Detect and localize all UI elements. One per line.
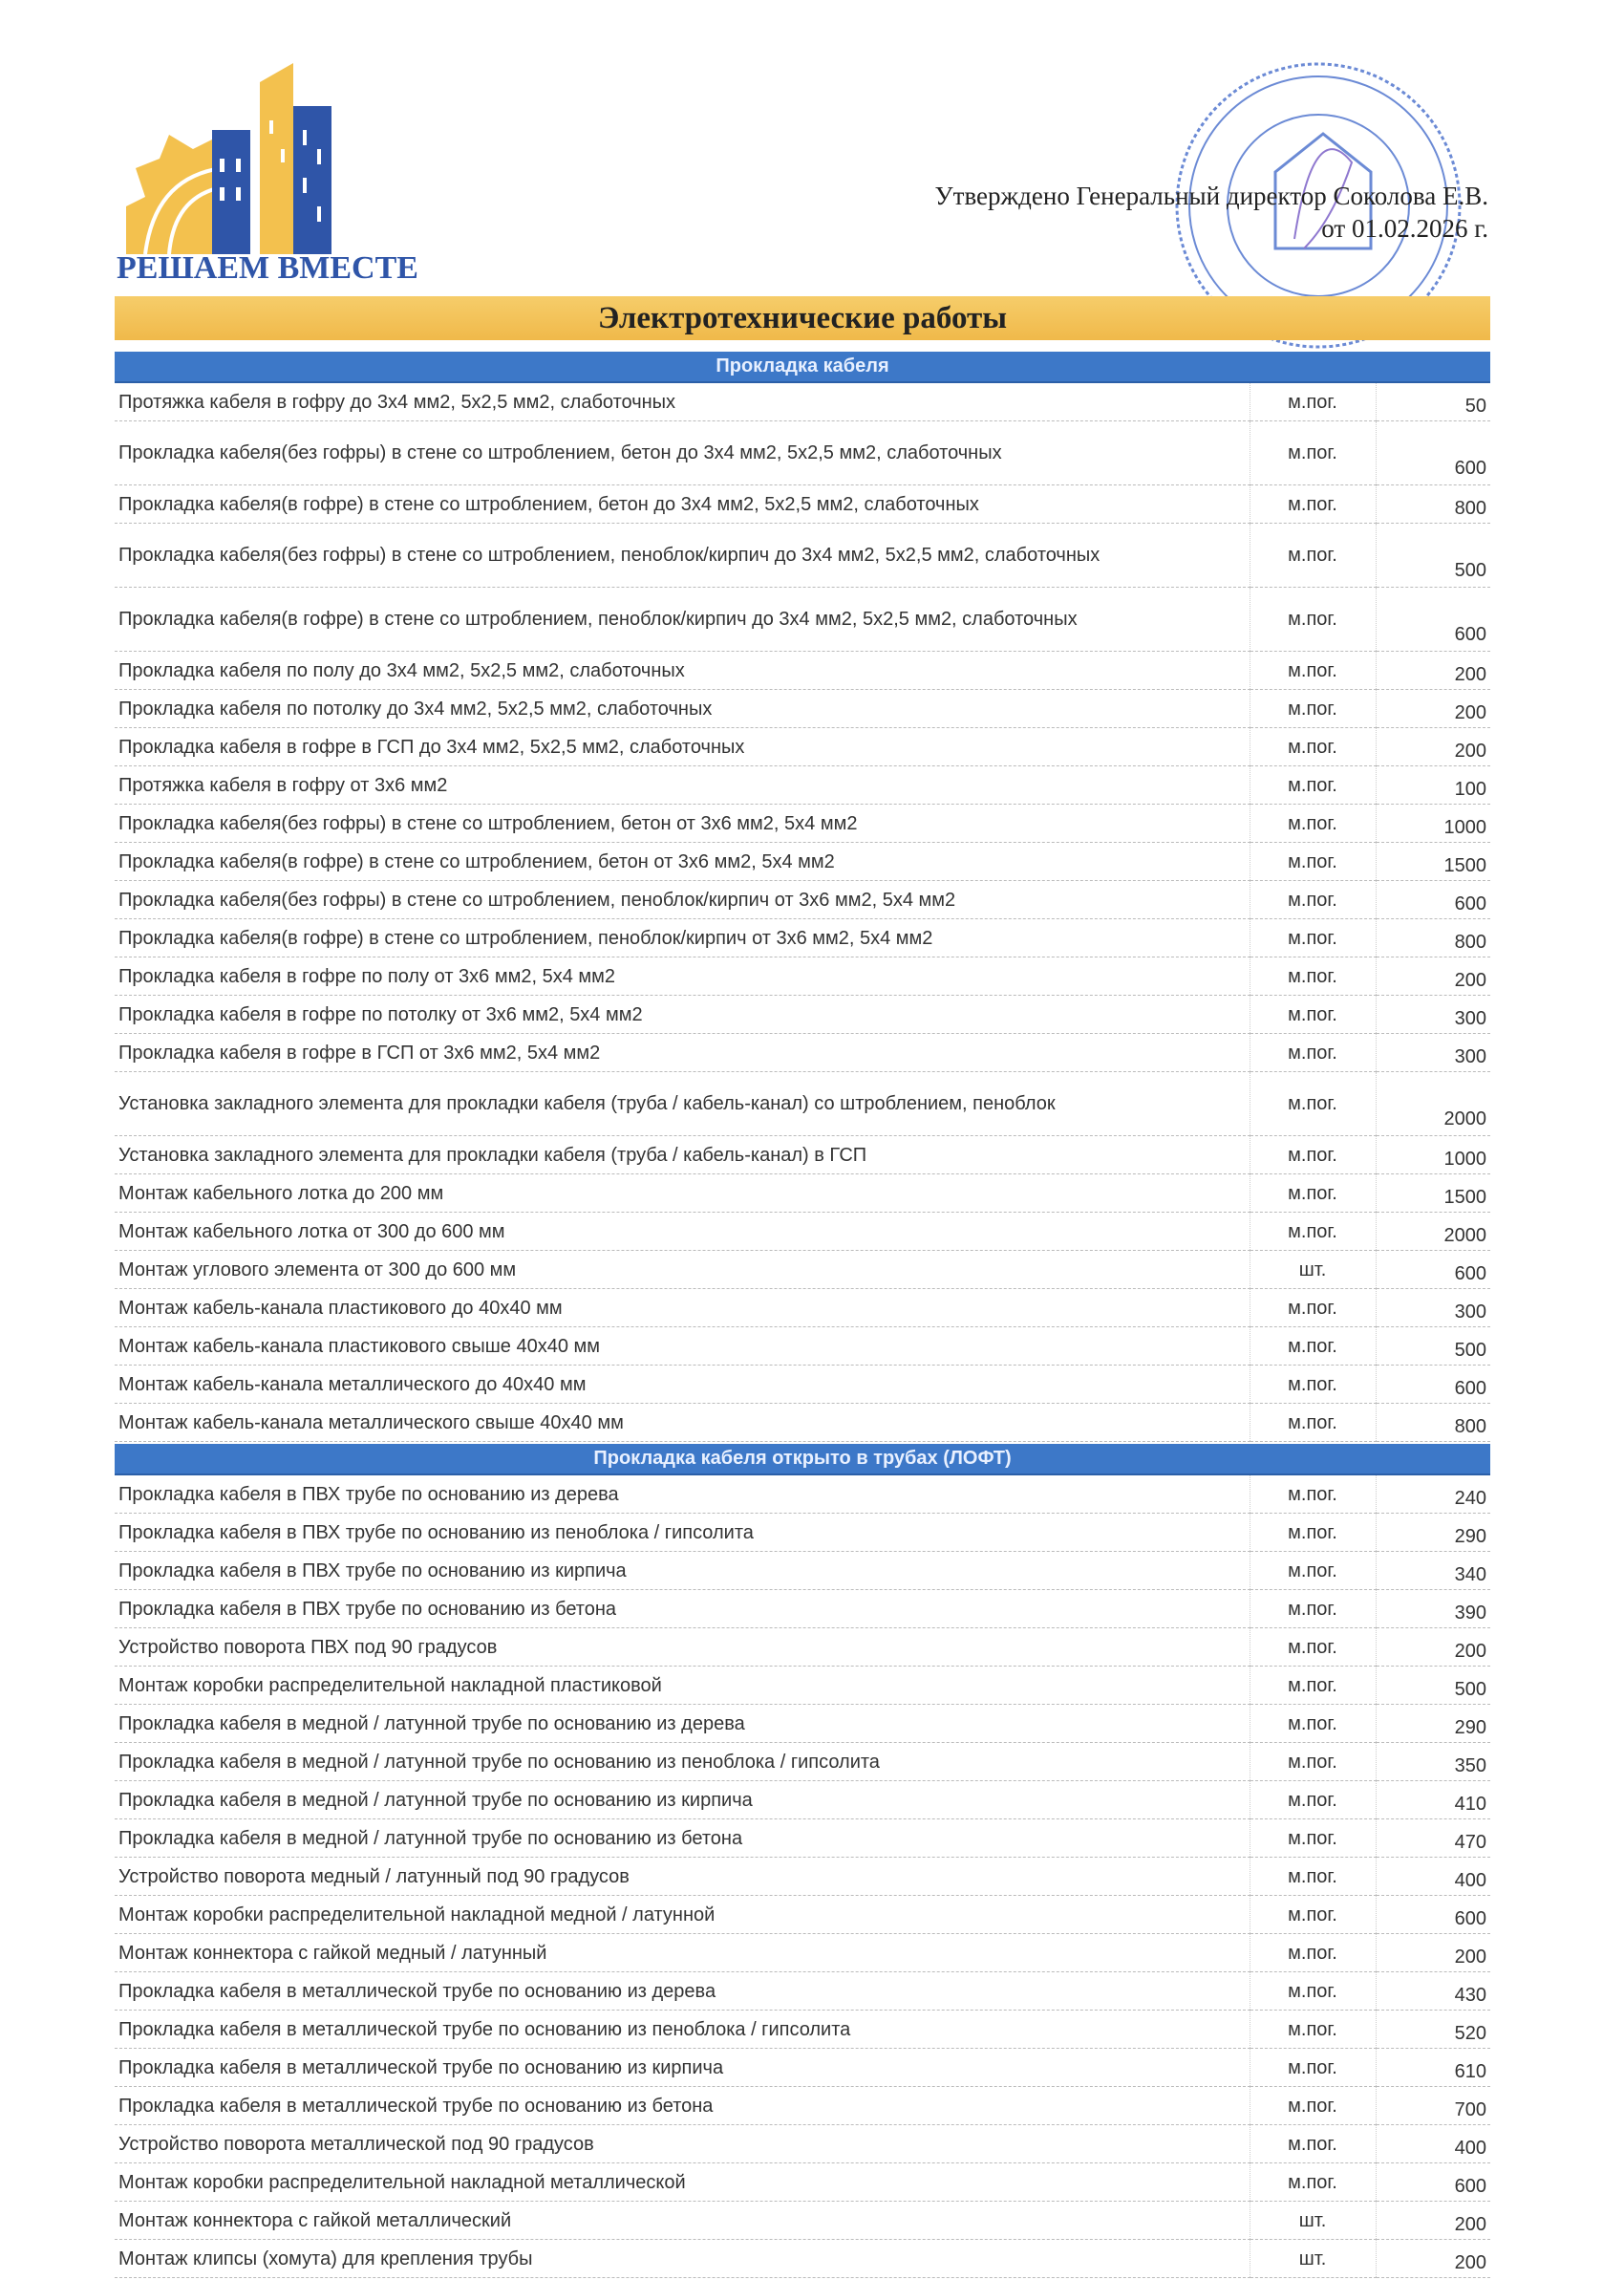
unit: м.пог. (1250, 1404, 1376, 1442)
price: 340 (1376, 1552, 1490, 1590)
table-row (115, 1514, 1490, 1552)
table-row (115, 1289, 1490, 1327)
table-row (115, 1934, 1490, 1972)
unit: м.пог. (1250, 588, 1376, 652)
service-name: Прокладка кабеля в ПВХ трубе по основанию из дерева (115, 1474, 1250, 1514)
table-row (115, 1213, 1490, 1251)
price: 200 (1376, 1934, 1490, 1972)
price: 1000 (1376, 1136, 1490, 1174)
service-name: Прокладка кабеля(без гофры) в стене со штроблением, пеноблок/кирпич от 3х6 мм2, 5х4 мм2 (115, 881, 1250, 919)
table-row (115, 1590, 1490, 1628)
unit: шт. (1250, 2240, 1376, 2278)
price-tables (115, 352, 1490, 2280)
price: 800 (1376, 1404, 1490, 1442)
service-name: Прокладка кабеля в медной / латунной трубе по основанию из кирпича (115, 1781, 1250, 1819)
table-row (115, 881, 1490, 919)
service-name: Установка закладного элемента для прокладки кабеля (труба / кабель-канал) в ГСП (115, 1136, 1250, 1174)
service-name: Прокладка кабеля в медной / латунной трубе по основанию из бетона (115, 1819, 1250, 1858)
unit: м.пог. (1250, 1034, 1376, 1072)
service-name: Прокладка кабеля(в гофре) в стене со штроблением, бетон от 3х6 мм2, 5х4 мм2 (115, 843, 1250, 881)
table-row (115, 843, 1490, 881)
service-name: Прокладка кабеля в гофре в ГСП до 3х4 мм2, 5х2,5 мм2, слаботочных (115, 728, 1250, 766)
unit: м.пог. (1250, 1781, 1376, 1819)
price: 470 (1376, 1819, 1490, 1858)
table-row (115, 1972, 1490, 2011)
unit: м.пог. (1250, 652, 1376, 690)
unit: м.пог. (1250, 421, 1376, 485)
price: 410 (1376, 1781, 1490, 1819)
service-name: Монтаж углового элемента от 300 до 600 мм (115, 1251, 1250, 1289)
table-row (115, 1552, 1490, 1590)
price: 1000 (1376, 805, 1490, 843)
unit: м.пог. (1250, 2125, 1376, 2163)
unit: шт. (1250, 1251, 1376, 1289)
unit: м.пог. (1250, 690, 1376, 728)
service-name: Монтаж кабель-канала металлического свыше 40х40 мм (115, 1404, 1250, 1442)
price: 600 (1376, 881, 1490, 919)
service-name: Монтаж коробки распределительной накладной пластиковой (115, 1667, 1250, 1705)
price: 200 (1376, 2202, 1490, 2240)
unit: м.пог. (1250, 1174, 1376, 1213)
unit: м.пог. (1250, 1590, 1376, 1628)
table-row (115, 2087, 1490, 2125)
page-title: Электротехнические работы (115, 296, 1490, 340)
service-name: Монтаж кабельного лотка от 300 до 600 мм (115, 1213, 1250, 1251)
service-name: Устройство поворота медный / латунный под 90 градусов (115, 1858, 1250, 1896)
table-row (115, 1743, 1490, 1781)
price: 200 (1376, 1628, 1490, 1667)
unit: м.пог. (1250, 1819, 1376, 1858)
price: 2000 (1376, 1213, 1490, 1251)
unit: м.пог. (1250, 2163, 1376, 2202)
table-row (115, 1858, 1490, 1896)
service-name: Монтаж коробки распределительной накладной металлической (115, 2163, 1250, 2202)
table-row (115, 766, 1490, 805)
unit: м.пог. (1250, 1327, 1376, 1366)
price: 600 (1376, 1366, 1490, 1404)
service-name: Устройство поворота металлической под 90 градусов (115, 2125, 1250, 2163)
table-row (115, 1251, 1490, 1289)
price: 200 (1376, 957, 1490, 996)
price: 200 (1376, 690, 1490, 728)
price: 800 (1376, 485, 1490, 524)
table-row (115, 1404, 1490, 1442)
unit: м.пог. (1250, 805, 1376, 843)
service-name: Прокладка кабеля(без гофры) в стене со штроблением, пеноблок/кирпич до 3х4 мм2, 5х2,5 мм2, слаботочных (115, 524, 1250, 588)
unit: м.пог. (1250, 485, 1376, 524)
table-row (115, 2202, 1490, 2240)
service-name: Прокладка кабеля в металлической трубе по основанию из пеноблока / гипсолита (115, 2011, 1250, 2049)
price: 600 (1376, 1896, 1490, 1934)
price-table-cable-laying (115, 352, 1490, 1442)
price: 390 (1376, 1590, 1490, 1628)
service-name: Прокладка кабеля по потолку до 3х4 мм2, 5х2,5 мм2, слаботочных (115, 690, 1250, 728)
table-row (115, 919, 1490, 957)
service-name: Прокладка кабеля в ПВХ трубе по основанию из кирпича (115, 1552, 1250, 1590)
unit: м.пог. (1250, 957, 1376, 996)
service-name: Монтаж коннектора с гайкой медный / латунный (115, 1934, 1250, 1972)
table-row (115, 1474, 1490, 1514)
unit: м.пог. (1250, 843, 1376, 881)
table-row (115, 1174, 1490, 1213)
unit: м.пог. (1250, 1628, 1376, 1667)
unit: м.пог. (1250, 728, 1376, 766)
unit: м.пог. (1250, 524, 1376, 588)
table-row (115, 524, 1490, 588)
price: 300 (1376, 996, 1490, 1034)
service-name: Устройство поворота ПВХ под 90 градусов (115, 1628, 1250, 1667)
service-name: Прокладка кабеля в медной / латунной трубе по основанию из пеноблока / гипсолита (115, 1743, 1250, 1781)
price: 400 (1376, 1858, 1490, 1896)
price: 1500 (1376, 1174, 1490, 1213)
price: 1500 (1376, 843, 1490, 881)
service-name: Протяжка кабеля в гофру от 3х6 мм2 (115, 766, 1250, 805)
unit: м.пог. (1250, 1366, 1376, 1404)
unit: м.пог. (1250, 1705, 1376, 1743)
unit: шт. (1250, 2202, 1376, 2240)
service-name: Установка закладного элемента для прокладки кабеля (труба / кабель-канал) со штроблением, пеноблок (115, 1072, 1250, 1136)
price: 500 (1376, 1667, 1490, 1705)
price: 290 (1376, 1514, 1490, 1552)
table-row (115, 1896, 1490, 1934)
price: 800 (1376, 919, 1490, 957)
table-row (115, 690, 1490, 728)
price: 100 (1376, 766, 1490, 805)
price: 300 (1376, 1289, 1490, 1327)
service-name: Прокладка кабеля в ПВХ трубе по основанию из бетона (115, 1590, 1250, 1628)
table-row (115, 2163, 1490, 2202)
service-name: Прокладка кабеля в металлической трубе по основанию из дерева (115, 1972, 1250, 2011)
price: 2000 (1376, 1072, 1490, 1136)
price: 50 (1376, 382, 1490, 421)
price: 500 (1376, 524, 1490, 588)
unit: м.пог. (1250, 2011, 1376, 2049)
table-row (115, 957, 1490, 996)
service-name: Прокладка кабеля в металлической трубе по основанию из бетона (115, 2087, 1250, 2125)
table-row (115, 1136, 1490, 1174)
service-name: Прокладка кабеля в ПВХ трубе по основанию из пеноблока / гипсолита (115, 1514, 1250, 1552)
price: 600 (1376, 2163, 1490, 2202)
logo-text: РЕШАЕМ ВМЕСТЕ (117, 250, 418, 286)
approval-block (935, 180, 1488, 245)
table-row (115, 1705, 1490, 1743)
table-row (115, 1781, 1490, 1819)
unit: м.пог. (1250, 996, 1376, 1034)
unit: м.пог. (1250, 1667, 1376, 1705)
service-name: Монтаж коробки распределительной накладной медной / латунной (115, 1896, 1250, 1934)
price: 500 (1376, 1327, 1490, 1366)
table-row (115, 1034, 1490, 1072)
unit: м.пог. (1250, 1743, 1376, 1781)
unit: м.пог. (1250, 1972, 1376, 2011)
unit: м.пог. (1250, 1552, 1376, 1590)
table-row (115, 996, 1490, 1034)
service-name: Прокладка кабеля(в гофре) в стене со штроблением, пеноблок/кирпич от 3х6 мм2, 5х4 мм2 (115, 919, 1250, 957)
table-row (115, 2240, 1490, 2278)
price: 600 (1376, 1251, 1490, 1289)
unit: м.пог. (1250, 881, 1376, 919)
unit: м.пог. (1250, 1858, 1376, 1896)
price: 350 (1376, 1743, 1490, 1781)
price: 290 (1376, 1705, 1490, 1743)
unit: м.пог. (1250, 1289, 1376, 1327)
table-row (115, 485, 1490, 524)
section-header: Прокладка кабеля (115, 352, 1490, 382)
unit: м.пог. (1250, 766, 1376, 805)
price: 600 (1376, 421, 1490, 485)
price: 300 (1376, 1034, 1490, 1072)
service-name: Монтаж кабель-канала металлического до 40х40 мм (115, 1366, 1250, 1404)
section-header: Прокладка кабеля открыто в трубах (ЛОФТ) (115, 1444, 1490, 1474)
table-row (115, 2011, 1490, 2049)
price-table-loft (115, 1444, 1490, 2278)
service-name: Прокладка кабеля в медной / латунной трубе по основанию из дерева (115, 1705, 1250, 1743)
table-row (115, 1819, 1490, 1858)
table-row (115, 1628, 1490, 1667)
service-name: Прокладка кабеля в металлической трубе по основанию из кирпича (115, 2049, 1250, 2087)
unit: м.пог. (1250, 1072, 1376, 1136)
table-row (115, 805, 1490, 843)
service-name: Прокладка кабеля(без гофры) в стене со штроблением, бетон от 3х6 мм2, 5х4 мм2 (115, 805, 1250, 843)
unit: м.пог. (1250, 2049, 1376, 2087)
table-row (115, 1072, 1490, 1136)
price: 240 (1376, 1474, 1490, 1514)
unit: м.пог. (1250, 1213, 1376, 1251)
service-name: Монтаж кабель-канала пластикового до 40х40 мм (115, 1289, 1250, 1327)
price: 610 (1376, 2049, 1490, 2087)
unit: м.пог. (1250, 1934, 1376, 1972)
price: 200 (1376, 2240, 1490, 2278)
table-row (115, 1667, 1490, 1705)
price: 520 (1376, 2011, 1490, 2049)
service-name: Протяжка кабеля в гофру до 3х4 мм2, 5х2,5 мм2, слаботочных (115, 382, 1250, 421)
unit: м.пог. (1250, 2087, 1376, 2125)
table-row (115, 421, 1490, 485)
service-name: Прокладка кабеля в гофре по полу от 3х6 мм2, 5х4 мм2 (115, 957, 1250, 996)
table-row (115, 1366, 1490, 1404)
service-name: Монтаж кабель-канала пластикового свыше 40х40 мм (115, 1327, 1250, 1366)
unit: м.пог. (1250, 919, 1376, 957)
price: 600 (1376, 588, 1490, 652)
service-name: Монтаж коннектора с гайкой металлический (115, 2202, 1250, 2240)
unit: м.пог. (1250, 1896, 1376, 1934)
price: 200 (1376, 652, 1490, 690)
table-row (115, 728, 1490, 766)
service-name: Прокладка кабеля в гофре по потолку от 3х6 мм2, 5х4 мм2 (115, 996, 1250, 1034)
price: 200 (1376, 728, 1490, 766)
table-row (115, 2125, 1490, 2163)
service-name: Прокладка кабеля(без гофры) в стене со штроблением, бетон до 3х4 мм2, 5х2,5 мм2, слаботочных (115, 421, 1250, 485)
service-name: Прокладка кабеля по полу до 3х4 мм2, 5х2,5 мм2, слаботочных (115, 652, 1250, 690)
service-name: Монтаж кабельного лотка до 200 мм (115, 1174, 1250, 1213)
approval-line: Утверждено Генеральный директор Соколова Е.В. (934, 182, 1488, 210)
price: 430 (1376, 1972, 1490, 2011)
service-name: Прокладка кабеля в гофре в ГСП от 3х6 мм2, 5х4 мм2 (115, 1034, 1250, 1072)
price: 400 (1376, 2125, 1490, 2163)
unit: м.пог. (1250, 1514, 1376, 1552)
service-name: Монтаж клипсы (хомута) для крепления трубы (115, 2240, 1250, 2278)
price: 700 (1376, 2087, 1490, 2125)
unit: м.пог. (1250, 382, 1376, 421)
service-name: Прокладка кабеля(в гофре) в стене со штроблением, пеноблок/кирпич до 3х4 мм2, 5х2,5 мм2, слаботочных (115, 588, 1250, 652)
table-row (115, 2049, 1490, 2087)
table-row (115, 382, 1490, 421)
service-name: Прокладка кабеля(в гофре) в стене со штроблением, бетон до 3х4 мм2, 5х2,5 мм2, слаботочных (115, 485, 1250, 524)
table-row (115, 588, 1490, 652)
unit: м.пог. (1250, 1474, 1376, 1514)
approval-date: от 01.02.2026 г. (1321, 214, 1488, 243)
table-row (115, 652, 1490, 690)
unit: м.пог. (1250, 1136, 1376, 1174)
table-row (115, 1327, 1490, 1366)
